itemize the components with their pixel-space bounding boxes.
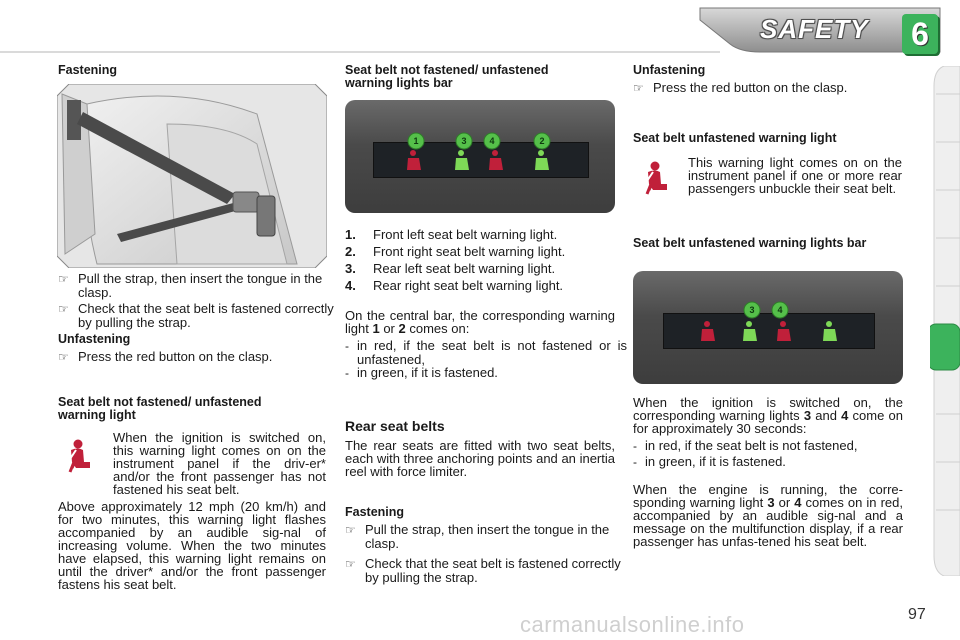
rear-seatbelt-warning-icon xyxy=(637,160,673,196)
rear-fastening-step-2: ☞ Check that the seat belt is fastened correctly by pulling the strap. xyxy=(345,556,621,585)
pointer-icon: ☞ xyxy=(345,523,356,537)
fastening-heading: Fastening xyxy=(58,63,118,77)
unfastened-light-heading: Seat belt unfastened warning light xyxy=(633,131,837,145)
list-item: 3. Rear left seat belt warning light. xyxy=(345,261,556,276)
rear-unfastening-step-1: ☞ Press the red button on the clasp. xyxy=(633,80,848,95)
lights-bar-heading: Seat belt not fastened/ unfastened warning lights bar xyxy=(345,63,549,90)
bar-label-3: 3 xyxy=(461,136,467,146)
bar-label-1: 1 xyxy=(413,136,419,146)
warning-light-heading: Seat belt not fastened/ unfastened warning light xyxy=(58,395,262,422)
fastening-step-1: ☞ Pull the strap, then insert the tongue in the clasp. xyxy=(58,271,323,300)
rear-warning-lights-bar xyxy=(633,271,903,384)
bar-label-4: 4 xyxy=(489,136,495,146)
pointer-icon: ☞ xyxy=(633,81,644,95)
rear-bar-label-3: 3 xyxy=(749,305,755,315)
dash-item: - in red, if the seat belt is not fastened, xyxy=(633,438,858,453)
dash-item: - in green, if it is fastened. xyxy=(633,454,786,469)
rear-fastening-step-1: ☞ Pull the strap, then insert the tongue in the clasp. xyxy=(345,522,610,551)
warning-light-icons xyxy=(345,100,615,213)
pointer-icon: ☞ xyxy=(58,272,69,286)
rear-bar-label-4: 4 xyxy=(777,305,783,315)
list-item: 1. Front left seat belt warning light. xyxy=(345,227,558,242)
page-title: SAFETY xyxy=(760,14,869,44)
rear-light-front-left xyxy=(701,321,715,341)
unfastened-light-text: This warning light comes on on the instrument panel if one or more rear passengers unbuckle their seat belt. xyxy=(688,155,902,196)
warning-light-paragraph: Above approximately 12 mph (20 km/h) and for two minutes, this warning light flashes accompanied by an audible sig-nal of increasing volume. When the two minutes have elapsed, this warning light remains on until the driver* and/or the front passenger fastens his seat belt. xyxy=(58,499,326,592)
unfastening-step-1: ☞ Press the red button on the clasp. xyxy=(58,349,273,364)
pointer-icon: ☞ xyxy=(58,302,69,316)
pointer-icon: ☞ xyxy=(345,557,356,571)
watermark: carmanualsonline.info xyxy=(520,612,745,637)
engine-running-text: When the engine is running, the corre-sponding warning light 3 or 4 comes on in red, accompanied by an audible sig-nal and a message on the multifunction display, if a rear passenger has unfas-tened his seat belt. xyxy=(633,482,903,549)
active-chapter-tab xyxy=(930,324,960,370)
chapter-tabs xyxy=(930,66,960,576)
rear-lights-bar-heading: Seat belt unfastened warning lights bar xyxy=(633,236,867,250)
fastening-step-2: ☞ Check that the seat belt is fastened correctly by pulling the strap. xyxy=(58,301,334,330)
chapter-number: 6 xyxy=(902,14,938,54)
front-warning-lights-bar xyxy=(345,100,615,213)
page-number: 97 xyxy=(908,606,926,623)
pointer-icon: ☞ xyxy=(58,350,69,364)
seat-belt-illustration xyxy=(57,84,327,268)
rear-fastening-heading: Fastening xyxy=(345,505,405,519)
seatbelt-warning-icon xyxy=(60,438,96,474)
warning-light-text: When the ignition is switched on, this warning light comes on on the instrument panel if the driv-er* and/or the front passenger has not fastened his seat belt. xyxy=(113,430,326,497)
rear-light-front-right xyxy=(823,321,837,341)
list-item: 4. Rear right seat belt warning light. xyxy=(345,278,564,293)
rear-seat-belts-text: The rear seats are fitted with two seat belts, each with three anchoring points and an inertia reel with force limiter. xyxy=(345,438,615,479)
dash-item: - in red, if the seat belt is not fastened or is unfastened, xyxy=(345,338,627,367)
rear-seat-belts-heading: Rear seat belts xyxy=(345,418,445,434)
bar-label-2: 2 xyxy=(539,136,545,146)
unfastening-heading: Unfastening xyxy=(58,332,131,346)
list-item: 2. Front right seat belt warning light. xyxy=(345,244,566,259)
ignition-text: When the ignition is switched on, the corresponding warning lights 3 and 4 come on for approximately 30 seconds: xyxy=(633,395,903,436)
rear-unfastening-heading: Unfastening xyxy=(633,63,706,77)
rear-warning-light-icons xyxy=(633,271,903,384)
dash-item: - in green, if it is fastened. xyxy=(345,365,498,380)
central-bar-text: On the central bar, the corresponding warning light 1 or 2 comes on: xyxy=(345,308,615,336)
